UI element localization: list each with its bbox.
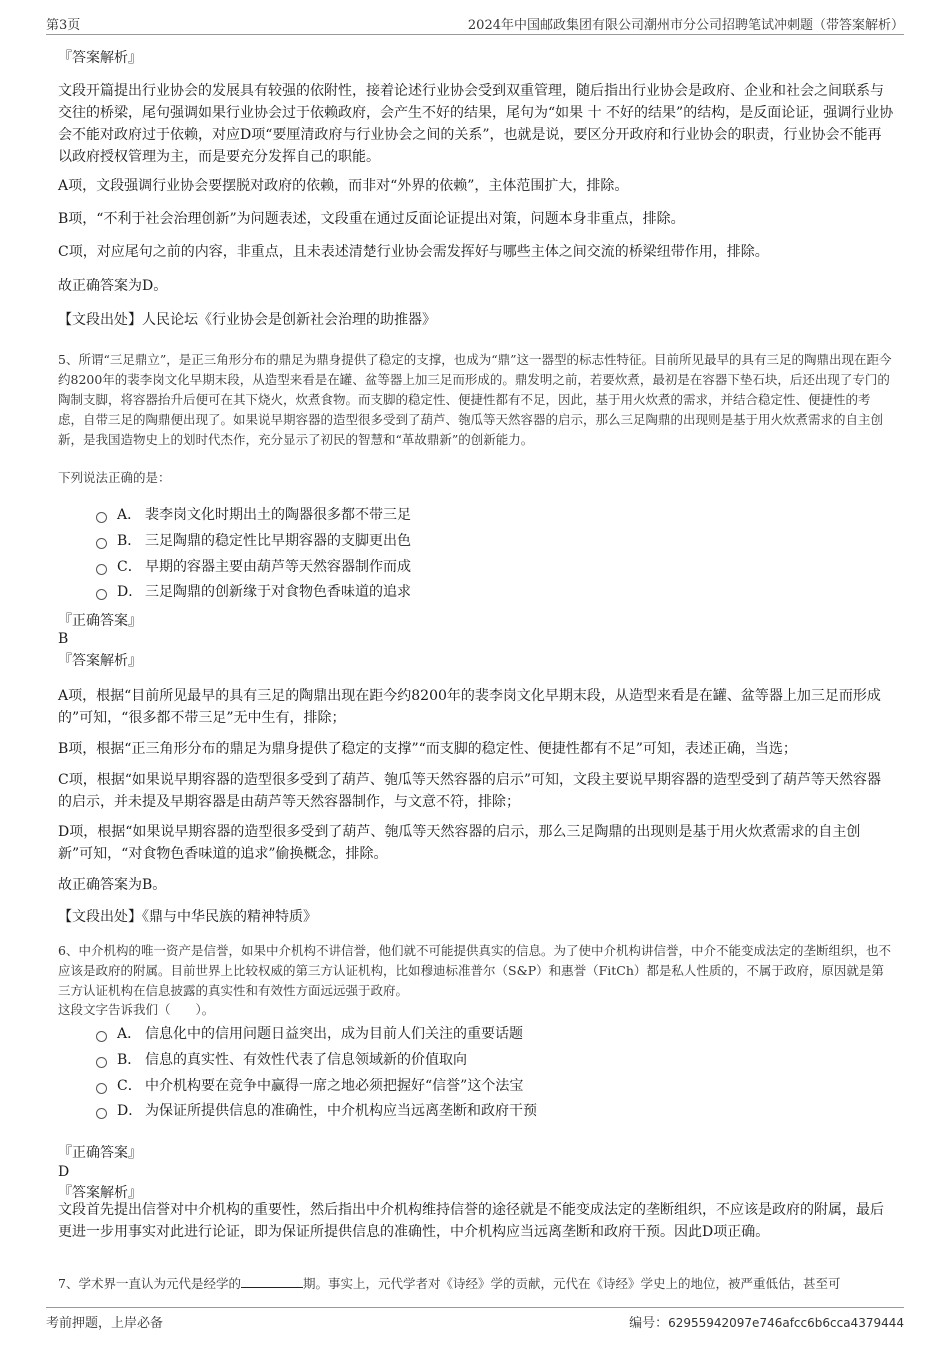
q5-option-d-analysis: D项，根据“如果说早期容器的造型很多受到了葫芦、匏瓜等天然容器的启示，那么三足陶鼎的出现则是基于用火炊煮需求的自主创新”可知，“对食物色香味道的追求”偷换概念，排除。	[58, 824, 861, 862]
radio-icon[interactable]	[96, 1108, 107, 1119]
q4-source: 【文段出处】人民论坛《行业协会是创新社会治理的助推器》	[58, 312, 436, 328]
q5-stem: 5、所谓“三足鼎立”，是正三角形分布的鼎足为鼎身提供了稳定的支撑，也成为“鼎”这一器型的标志性特征。目前所见最早的具有三足的陶鼎出现在距今约8200年的裴李岗文化早期末段，从造型来看是在罐、盆等器上加三足而形成的。鼎发明之前，若要炊煮，最初是在容器下垫石块，后还出现了专门的陶制支脚，将容器抬升后便可在其下烧火，炊煮食物。而支脚的稳定性、便捷性都有不足，因此，基于用火炊煮的需求，并结合稳定性、便捷性的考虑，自带三足的陶鼎便出现了。如果说早期容器的造型很多受到了葫芦、匏瓜等天然容器的启示，那么三足陶鼎的出现则是基于用火炊煮需求的自主创新，是我国造物史上的划时代杰作，充分显示了初民的智慧和“革故鼎新”的创新能力。	[58, 352, 892, 447]
q5-prompt: 下列说法正确的是：	[58, 470, 171, 485]
q5-conclusion: 故正确答案为B。	[58, 877, 167, 893]
option-letter: A．	[117, 507, 142, 523]
option-text: 早期的容器主要由葫芦等天然容器制作而成	[145, 559, 411, 575]
q5-option-c-analysis: C项，根据“如果说早期容器的造型很多受到了葫芦、匏瓜等天然容器的启示”可知，文段主要说早期容器的造型受到了葫芦等天然容器的启示，并未提及早期容器是由葫芦等天然容器制作，与文意不符，排除；	[58, 772, 882, 810]
q5-option-a-analysis: A项，根据“目前所见最早的具有三足的陶鼎出现在距今约8200年的裴李岗文化早期末段，从造型来看是在罐、盆等器上加三足而形成的”可知，“很多都不带三足”无中生有，排除；	[58, 688, 881, 726]
q5-answer-label: 『正确答案』	[58, 613, 142, 629]
radio-icon[interactable]	[96, 564, 107, 575]
q6-option-c[interactable]	[96, 1076, 523, 1096]
option-letter: C．	[117, 559, 142, 575]
q6-analysis-label: 『答案解析』	[58, 1185, 142, 1201]
q6-option-a[interactable]	[96, 1024, 523, 1044]
document-code	[629, 1312, 904, 1331]
q7-stem	[58, 1273, 894, 1294]
radio-icon[interactable]	[96, 589, 107, 600]
option-text: 中介机构要在竞争中赢得一席之地必须把握好“信誉”这个法宝	[145, 1078, 524, 1094]
q5-option-b-analysis: B项，根据“正三角形分布的鼎足为鼎身提供了稳定的支撑”“而支脚的稳定性、便捷性都有不足”可知，表述正确，当选；	[58, 741, 797, 757]
fill-in-blank	[241, 1273, 303, 1288]
footer-slogan: 考前押题，上岸必备	[46, 1316, 164, 1331]
option-text: 信息化中的信用问题日益突出，成为目前人们关注的重要话题	[145, 1026, 523, 1042]
q4-analysis-text: 文段开篇提出行业协会的发展具有较强的依附性，接着论述行业协会受到双重管理，随后指出行业协会是政府、企业和社会之间联系与交往的桥梁，尾句强调如果行业协会过于依赖政府，会产生不好的结果，尾句为“如果 十 不好的结果”的结构，是反面论证，强调行业协会不能对政府过于依赖，对应D项“要厘清政府与行业协会之间的关系”，也就是说，要区分开政府和行业协会的职责，行业协会不能再以政府授权管理为主，而是要充分发挥自己的职能。	[58, 83, 894, 165]
option-text: 裴李岗文化时期出土的陶器很多都不带三足	[145, 507, 411, 523]
q5-option-d[interactable]	[96, 582, 411, 602]
q6-option-d[interactable]	[96, 1101, 537, 1121]
option-text: 为保证所提供信息的准确性，中介机构应当远离垄断和政府干预	[145, 1103, 537, 1119]
radio-icon[interactable]	[96, 1031, 107, 1042]
q5-analysis-label: 『答案解析』	[58, 653, 142, 669]
document-title: 2024年中国邮政集团有限公司潮州市分公司招聘笔试冲刺题（带答案解析）	[467, 18, 904, 33]
q5-source: 【文段出处】《鼎与中华民族的精神特质》	[58, 909, 317, 925]
option-letter: C．	[117, 1078, 142, 1094]
option-letter: D．	[117, 1103, 143, 1119]
q4-analysis-label: 『答案解析』	[58, 50, 142, 66]
option-letter: B．	[117, 1052, 142, 1068]
q5-option-a[interactable]	[96, 505, 411, 525]
q4-option-c-analysis: C项，对应尾句之前的内容，非重点，且未表述清楚行业协会需发挥好与哪些主体之间交流的桥梁纽带作用，排除。	[58, 244, 769, 260]
page-number: 第3页	[46, 18, 81, 33]
radio-icon[interactable]	[96, 1083, 107, 1094]
q5-option-b[interactable]	[96, 531, 411, 551]
option-letter: A．	[117, 1026, 142, 1042]
q6-option-b[interactable]	[96, 1050, 467, 1070]
option-letter: D．	[117, 584, 143, 600]
radio-icon[interactable]	[96, 512, 107, 523]
q4-option-b-analysis: B项，“不利于社会治理创新”为问题表述，文段重在通过反面论证提出对策，问题本身非重点，排除。	[58, 211, 685, 227]
document-code-value: 62955942097e746afcc6b6cca4379444	[668, 1316, 904, 1330]
q6-prompt: 这段文字告诉我们（ ）。	[58, 1002, 215, 1017]
q4-conclusion: 故正确答案为D。	[58, 278, 168, 294]
radio-icon[interactable]	[96, 1057, 107, 1068]
q5-option-c[interactable]	[96, 557, 411, 577]
q6-answer: D	[58, 1164, 70, 1180]
option-text: 三足陶鼎的创新缘于对食物色香味道的追求	[145, 584, 411, 600]
q6-answer-label: 『正确答案』	[58, 1145, 142, 1161]
q6-analysis-text: 文段首先提出信誉对中介机构的重要性，然后指出中介机构维持信誉的途径就是不能变成法定的垄断组织，不应该是政府的附属，最后更进一步用事实对此进行论证，即为保证所提供信息的准确性，中介机构应当远离垄断和政府干预。因此D项正确。	[58, 1202, 884, 1240]
q7-stem-after: 期。事实上，元代学者对《诗经》学的贡献，元代在《诗经》学史上的地位，被严重低估，甚至可	[302, 1276, 841, 1291]
q4-option-a-analysis: A项，文段强调行业协会要摆脱对政府的依赖，而非对“外界的依赖”，主体范围扩大，排除。	[58, 178, 629, 194]
option-letter: B．	[117, 533, 142, 549]
option-text: 三足陶鼎的稳定性比早期容器的支脚更出色	[145, 533, 411, 549]
document-code-label: 编号：	[629, 1316, 669, 1331]
option-text: 信息的真实性、有效性代表了信息领域新的价值取向	[145, 1052, 467, 1068]
footer-divider	[46, 1307, 904, 1308]
q7-stem-before: 7、学术界一直认为元代是经学的	[58, 1276, 241, 1291]
header-divider	[46, 34, 904, 35]
radio-icon[interactable]	[96, 538, 107, 549]
q6-stem: 6、中介机构的唯一资产是信誉，如果中介机构不讲信誉，他们就不可能提供真实的信息。为了使中介机构讲信誉，中介不能变成法定的垄断组织，也不应该是政府的附属。目前世界上比较权威的第三方认证机构，比如穆迪标准普尔（S&P）和惠誉（FitCh）都是私人性质的，不属于政府，原因就是第三方认证机构在信息披露的真实性和有效性方面远远强于政府。	[58, 943, 891, 998]
q5-answer: B	[58, 631, 69, 647]
